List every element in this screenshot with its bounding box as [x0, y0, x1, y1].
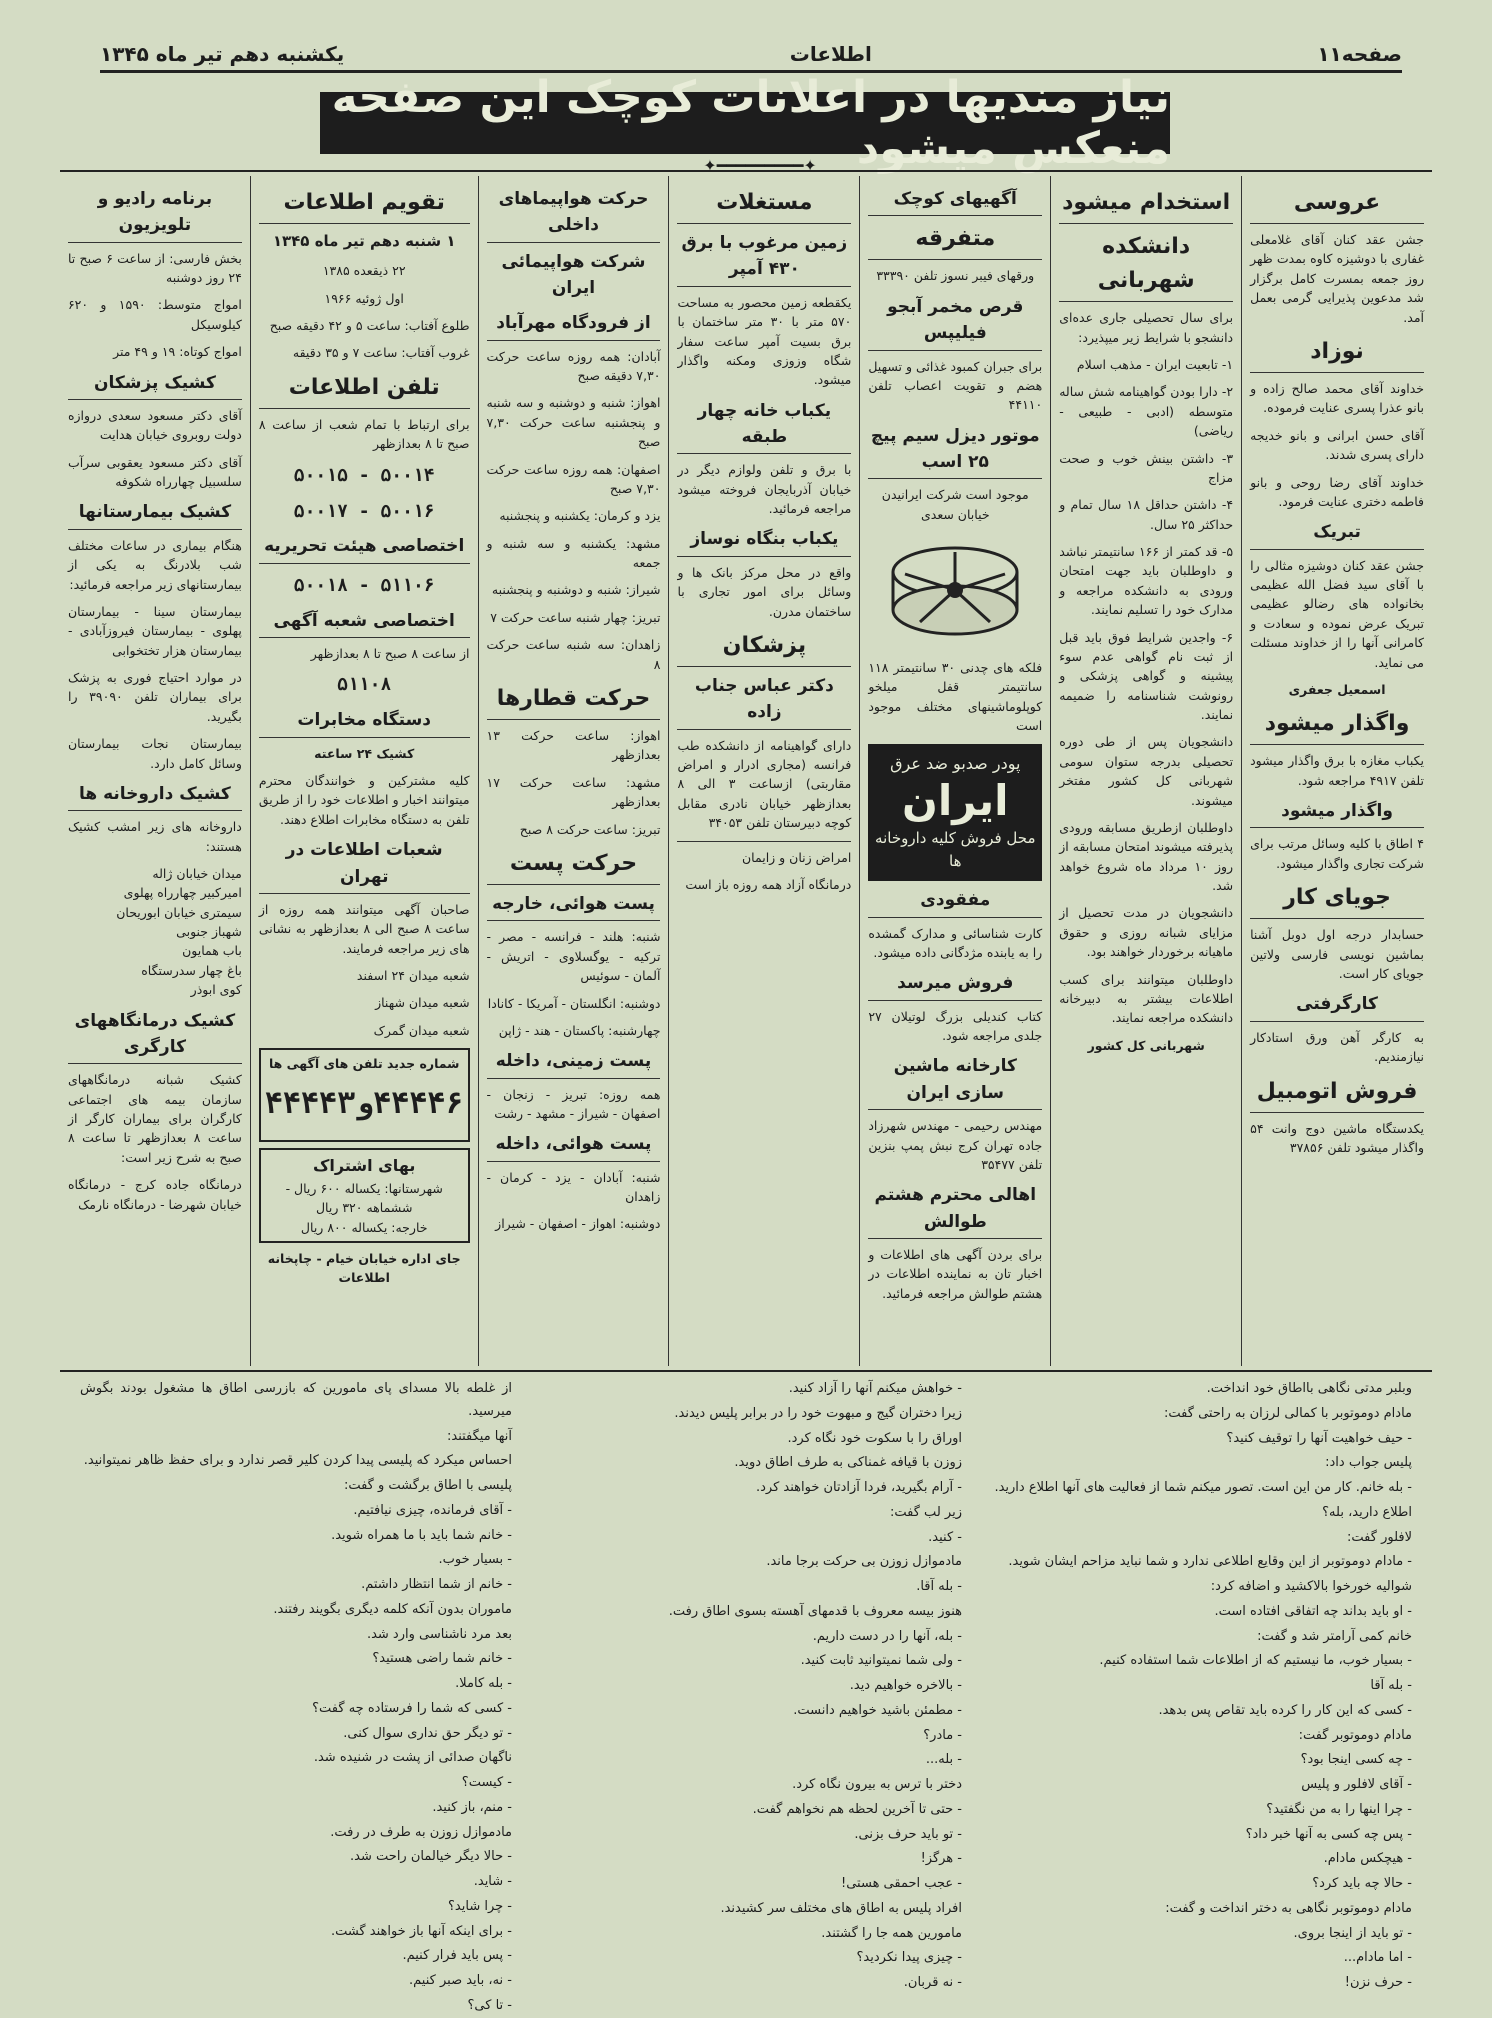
calendar-gregorian: اول ژوئیه ۱۹۶۶ [324, 290, 404, 306]
section-heading: مستغلات [677, 186, 851, 224]
section-heading: آگهیهای کوچک [868, 186, 1042, 216]
section-heading: عروسی [1250, 186, 1424, 224]
notice-text: ورقهای فیبر نسوز تلفن ۳۳۳۹۰ [876, 268, 1035, 284]
serial-line: مادموازل زوزن به طرف در رفت. [330, 1824, 512, 1840]
serial-line: - بسیار خوب، ما نیستیم که از اطلاعات شما استفاده کنیم. [1099, 1653, 1412, 1669]
running-head [100, 38, 1402, 73]
notice-text: جشن عقد کنان آقای غلامعلی غفاری با دوشیزه کاوه بمدت ظهر روز جمعه بمسرت کامل برگزار شد مدعوین پذیرایی گرمی بعمل آمد. [1250, 232, 1424, 325]
schedule-line: دوشنبه: انگلستان - آمریکا - کانادا [487, 995, 661, 1011]
notice-text: برای سال تحصیلی جاری عده‌ای دانشجو با شرایط زیر میپذیرد: [1059, 310, 1234, 345]
notice-text: دانشجویان پس از طی دوره تحصیلی بدرجه ستوان سومی شهربانی کل کشور مفتخر میشوند. [1059, 734, 1234, 808]
notice-text: دانشجویان در مدت تحصیل از مزایای شبانه روزی و حقوق ماهیانه برخوردار خواهند بود. [1059, 905, 1234, 960]
serial-line: لافلور گفت: [1347, 1529, 1412, 1545]
serial-line: - چه کسی اینجا بود؟ [1300, 1752, 1412, 1768]
notice-text: آقای دکتر مسعود سعدی دروازه دولت روبروی خیابان هدایت [67, 407, 242, 443]
serial-line: - تو باید از اینجا بروی. [1293, 1925, 1412, 1941]
notice-text: کتاب کندیلی بزرگ لوتیلان ۲۷ جلدی مراجعه شود. [868, 1008, 1043, 1044]
office-address: جای اداره خیابان خیام - چاپخانه اطلاعات [267, 1250, 461, 1286]
serial-column-middle [530, 1378, 962, 1988]
serial-line: مادام دوموتوبر گفت: [1298, 1727, 1412, 1743]
sunrise-time: طلوع آفتاب: ساعت ۵ و ۴۲ دقیقه صبح [269, 318, 470, 334]
serial-line: - تا کی؟ [467, 1997, 512, 2013]
serial-line: - هیچکس مادام. [1323, 1851, 1412, 1867]
section-subheading: پست هوائی، خارجه [487, 891, 661, 921]
serial-column-left [80, 1378, 512, 2013]
serial-line: - چرا اینها را به من نگفتید؟ [1266, 1801, 1412, 1817]
serial-line: - هرگز! [920, 1851, 962, 1867]
notice-text: خداوند آقای محمد صالح زاده و بانو عذرا پسری عنایت فرموده. [1250, 381, 1424, 416]
pharmacy-item: میدان خیابان ژاله [152, 865, 242, 881]
branch-address: شعبه میدان ۲۴ اسفند [356, 967, 470, 983]
phone-number: ۵۱۱۰۸ [337, 674, 392, 696]
schedule-line: مشهد: یکشنبه و سه شنبه و جمعه [486, 535, 661, 571]
serial-line: - بله خانم. کار من این است. تصور میکنم شما از فعالیت های آنها اطلاع دارید. [994, 1480, 1412, 1495]
section-heading: دکتر عباس جناب زاده [677, 673, 851, 730]
paper-name: اطلاعات [789, 42, 872, 66]
serial-line: - کیست؟ [461, 1775, 512, 1790]
ornament-divider: ✦━━━━━━━━━✦ [703, 156, 817, 175]
serial-line: اطلاع دارید، بله؟ [1322, 1504, 1412, 1520]
serial-line: - حالا چه باید کرد؟ [1312, 1876, 1412, 1891]
section-heading: برنامه رادیو و تلویزیون [68, 186, 242, 243]
section-subheading: پست زمینی، داخله [487, 1048, 661, 1078]
serial-line: پلیسی با اطاق برگشت و گفت: [343, 1478, 512, 1493]
pharmacy-item: امیرکبیر چهارراه پهلوی [123, 885, 242, 901]
serial-line: زیر لب گفت: [890, 1504, 962, 1520]
section-heading: تبریک [1250, 519, 1424, 549]
serial-line: - کسی که شما را فرستاده چه گفت؟ [312, 1700, 512, 1716]
serial-line: - آقای فرمانده، چیزی نیافتیم. [353, 1502, 512, 1518]
notice-text: برای جبران کمبود غذائی و تسهیل هضم و تقویت اعصاب تلفن ۴۴۱۱۰ [868, 358, 1043, 413]
section-heading: کارگرفتی [1250, 991, 1424, 1021]
ad-phone-box [259, 1048, 470, 1142]
section-heading: تقویم اطلاعات [259, 186, 470, 224]
schedule-line: شنبه: هلند - فرانسه - مصر - ترکیه - یوگسلاوی - اتریش - آلمان - سوئیس [486, 929, 661, 984]
serial-line: - بله آقا. [916, 1579, 962, 1594]
serial-column-right [980, 1378, 1412, 1988]
section-heading: متفرقه [868, 222, 1042, 260]
subscription-box [259, 1148, 470, 1243]
serial-line: - کسی که این کار را کرده باید تقاص پس بدهد. [1158, 1702, 1412, 1718]
notice-text: فلکه های چدنی ۳۰ سانتیمتر ۱۱۸ سانتیمتر قفل میلخو کوپلوماشینهای مختلف موجود است [868, 660, 1043, 734]
serial-line: - حرف نزن! [1344, 1975, 1412, 1990]
notice-text: ۱- تابعیت ایران - مذهب اسلام [1076, 357, 1234, 373]
section-heading: حرکت قطارها [487, 682, 661, 720]
serial-line: - حتی تا آخرین لحظه هم نخواهم گفت. [752, 1801, 962, 1817]
notice-text: کارت شناسائی و مدارک گمشده را به یابنده مژدگانی داده میشود. [868, 925, 1043, 960]
pharmacy-item: باغ چهار سدرستگاه [141, 962, 242, 978]
section-heading: تلفن اطلاعات [259, 371, 470, 409]
notice-text: آقای حسن ابرانی و بانو خدیجه دارای پسری شدند. [1250, 427, 1424, 463]
section-heading: موتور دیزل سیم پیچ ۲۵ اسب [868, 423, 1042, 480]
section-heading: پزشکان [677, 629, 851, 667]
serial-line: - او باید بداند چه اتفاقی افتاده است. [1214, 1603, 1412, 1619]
classified-banner: نیاز مندیها در اعلانات کوچک این صفحه منعکس میشود [320, 92, 1170, 154]
serial-line: پلیس جواب داد: [1325, 1455, 1412, 1471]
notice-text: در موارد احتیاج فوری به پزشک برای بیماران تلفن ۳۹۰۹۰ را بگیرید. [67, 670, 242, 724]
notice-text: امواج کوتاه: ۱۹ و ۴۹ متر [113, 344, 242, 360]
notice-text: ۴ اطاق با کلیه وسائل مرتب برای شرکت تجاری واگذار میشود. [1250, 836, 1424, 871]
section-heading: جویای کار [1250, 881, 1424, 919]
section-heading: کشیک داروخانه ها [68, 781, 242, 811]
subscription-price: شهرستانها: یکساله ۶۰۰ ریال - ششماهه ۳۲۰ ریال [285, 1180, 443, 1216]
schedule-line: آبادان: همه روزه ساعت حرکت ۳۰‚۷ دقیقه صبح [486, 348, 661, 384]
serial-line: - نه قربان. [903, 1975, 962, 1990]
section-heading: فروش اتومبیل [1250, 1075, 1424, 1113]
notice-text: ۴- داشتن حداقل ۱۸ سال تمام و حداکثر ۲۵ سال. [1059, 497, 1234, 532]
section-heading: نوزاد [1250, 335, 1424, 373]
section-heading: زمین مرغوب با برق ۴۳۰ آمپر [677, 230, 851, 287]
column-social [1241, 176, 1432, 1366]
pulley-illustration [868, 532, 1042, 652]
notice-text: امواج متوسط: ۱۵۹۰ و ۶۲۰ کیلوسیکل [67, 297, 242, 332]
notice-text: برای بردن آگهی های اطلاعات و اخبار تان به نماینده اطلاعات در هشتم طوالش مراجعه فرمائید. [868, 1246, 1043, 1301]
box-title: بهای اشتراک [313, 1155, 416, 1175]
section-heading: کارخانه ماشین سازی ایران [868, 1053, 1042, 1110]
serial-line: - نه، باید صبر کنیم. [409, 1973, 512, 1988]
ad-phone-number: ۴۴۴۴۶و۴۴۴۴۳ [264, 1086, 464, 1122]
notice-text: داوطلبان میتوانند برای کسب اطلاعات بیشتر به دبیرخانه دانشکده مراجعه نمایند. [1059, 971, 1234, 1026]
schedule-line: تبریز: ساعت حرکت ۸ صبح [519, 821, 661, 837]
serial-line: - شاید. [473, 1874, 512, 1889]
section-heading: دانشکده شهربانی [1059, 230, 1233, 302]
subscription-price: خارجه: یکساله ۸۰۰ ریال [300, 1219, 428, 1235]
serial-line: - خواهش میکنم آنها را آزاد کنید. [788, 1381, 962, 1396]
notice-text: ۳- داشتن بینش خوب و صحت مزاج [1059, 450, 1234, 485]
section-subheading: شرکت هواپیمائی ایران [501, 251, 646, 299]
section-heading: یکباب بنگاه نوساز [677, 526, 851, 556]
section-heading: یکباب خانه چهار طبقه [677, 398, 851, 455]
notice-text: یکدستگاه ماشین دوج وانت ۵۴ واگذار میشود تلفن ۳۷۸۵۶ [1250, 1120, 1424, 1155]
notice-text: بیمارستان نجات بیمارستان وسائل کامل دارد. [67, 736, 242, 771]
issue-date: یکشنبه دهم تیر ماه ۱۳۴۵ [100, 42, 345, 66]
pharmacy-item: سیمتری خیابان ابوریحان [116, 904, 242, 920]
serial-line: دختر با ترس به بیرون نگاه کرد. [792, 1777, 962, 1792]
serial-line: - برای اینکه آنها باز خواهند گشت. [330, 1923, 512, 1939]
serial-line: مامورین همه جا را گشتند. [821, 1925, 962, 1941]
column-calendar-phones [250, 176, 478, 1366]
serial-line: زوزن با قیافه غمناکی به طرف اطاق دوید. [734, 1455, 962, 1471]
notice-text: کشیک ۲۴ ساعته [314, 745, 415, 761]
schedule-line: اصفهان: همه روزه ساعت حرکت ۳۰‚۷ صبح [486, 461, 661, 496]
column-employment [1050, 176, 1241, 1366]
schedule-line: دوشنبه: اهواز - اصفهان - شیراز [495, 1216, 661, 1232]
serial-line: اوراق را با سکوت خود نگاه کرد. [787, 1430, 962, 1446]
phone-number: ۵۰۰۱۶ - ۵۰۰۱۷ [293, 500, 435, 522]
notice-text: به کارگر آهن ورق استادکار نیازمندیم. [1250, 1029, 1424, 1065]
page-number: صفحه۱۱ [1317, 42, 1402, 66]
serial-line: - بالاخره خواهیم دید. [849, 1678, 962, 1693]
notice-text: داوطلبان ازطریق مسابقه ورودی پذیرفته میشوند امتحان مسابقه از روز ۱۰ مرداد ماه شروع خواهد شد. [1059, 819, 1234, 894]
schedule-line: زاهدان: سه شنبه ساعت حرکت ۸ [486, 637, 661, 672]
schedule-line: اهواز: ساعت حرکت ۱۳ بعدازظهر [486, 728, 661, 763]
serial-line: - حیف خواهیت آنها را توقیف کنید؟ [1226, 1430, 1412, 1446]
calendar-date: ۱ شنبه دهم تیر ماه ۱۳۴۵ [272, 232, 456, 251]
schedule-line: یزد و کرمان: یکشنبه و پنجشنبه [499, 508, 661, 524]
notice-text: ۵- قد کمتر از ۱۶۶ سانتیمتر نباشد و داوطلبان باید جهت امتحان ورودی به دانشکده مراجعه و مدارک خود را تسلیم نمایند. [1059, 544, 1234, 618]
serial-line: - چرا شاید؟ [448, 1898, 512, 1914]
schedule-line: چهارشنبه: پاکستان - هند - ژاپن [498, 1022, 661, 1038]
phone-number: ۵۱۱۰۶ - ۵۰۰۱۸ [293, 574, 435, 596]
serial-line: افراد پلیس به اطاق های مختلف سر کشیدند. [720, 1900, 962, 1916]
ad-brand: ایران [902, 776, 1009, 826]
notice-signature: اسمعیل جعفری [1288, 681, 1386, 697]
phone-number: ۵۰۰۱۴ - ۵۰۰۱۵ [293, 464, 435, 486]
notice-text: دارای گواهینامه از دانشکده طب فرانسه (مجاری ادرار و امراض مقاربتی) ازساعت ۳ الی ۸ بعدازظهر خیابان نادری مقابل کوچه دبیرستان تلفن ۳۴۰۵۳ [677, 737, 852, 831]
box-title: شماره جدید تلفن های آگهی ها [268, 1056, 460, 1072]
column-real-estate [668, 176, 859, 1366]
serial-line: - پس چه کسی به آنها خبر داد؟ [1245, 1826, 1412, 1842]
notice-text: موجود است شرکت ایرانیدن خیابان سعدی [881, 487, 1029, 522]
notice-text: جشن عقد کنان دوشیزه مثالی را با آقای سید فضل الله عظیمی بخانواده های رضالو عظیمی تبریک عرض نموده و سعادت و کامرانی آنها را از خداوند مسئلت می نماید. [1250, 557, 1424, 670]
serial-line: - بله آقا [1370, 1678, 1412, 1693]
section-heading: قرص مخمر آبجو فیلیپس [868, 294, 1042, 351]
section-heading: فروش میرسد [868, 970, 1042, 1000]
serial-line: - حالا دیگر خیالمان راحت شد. [350, 1849, 512, 1865]
serial-line: - بله... [925, 1752, 962, 1768]
serial-line: مادام دوموتوبر با کمالی لرزان به راحتی گفت: [1164, 1405, 1412, 1421]
serial-line: - بله کاملا. [455, 1676, 512, 1691]
section-heading: کشیک درمانگاههای کارگری [68, 1008, 242, 1065]
serial-line: - مادر؟ [923, 1727, 962, 1743]
section-heading: کشیک پزشکان [68, 370, 242, 400]
serial-line: - چیزی پیدا نکردید؟ [856, 1950, 962, 1966]
notice-text: بیمارستان سینا - بیمارستان پهلوی - بیمارستان فیروزآبادی - بیمارستان هزار تختخوابی [67, 603, 242, 658]
serial-line: - عجب احمقی هستی! [841, 1876, 962, 1891]
column-transport [478, 176, 669, 1366]
serial-line: - مطمئن باشید خواهیم دانست. [793, 1702, 962, 1718]
section-heading: کشیک بیمارستانها [68, 499, 242, 529]
serial-line: - منم، باز کنید. [432, 1799, 512, 1815]
schedule-line: شیراز: شنبه و دوشنبه و پنجشنبه [491, 582, 661, 598]
notice-text: امراض زنان و زایمان [742, 849, 852, 865]
serial-line: آنها میگفتند: [446, 1428, 512, 1444]
serial-story [80, 1378, 1412, 2013]
divider [677, 841, 851, 842]
notice-text: داروخانه های زیر امشب کشیک هستند: [67, 819, 242, 854]
serial-line: - بله، آنها را در دست داریم. [812, 1628, 962, 1644]
serial-line: ناگهان صدائی از پشت در شنیده شد. [313, 1750, 512, 1766]
serial-line: - خانم از شما انتظار داشتم. [361, 1577, 512, 1592]
serial-line: - تو دیگر حق نداری سوال کنی. [343, 1725, 512, 1741]
notice-text: کلیه مشترکین و خوانندگان محترم میتوانند اخبار و اطلاعات خود را از طریق تلفن به دستگاه مخابرات اطلاع دهند. [258, 773, 470, 827]
section-heading: دستگاه مخابرات [259, 707, 470, 737]
notice-text: واقع در محل مرکز بانک ها و وسائل برای امور تجاری با ساختمان مدرن. [677, 564, 852, 619]
notice-text: ۶- واجدین شرایط فوق باید قبل از ثبت نام گواهی عدم سوء پیشینه و گواهی پزشکی و رونوشت شناسنامه را ضمیمه نمایند. [1059, 629, 1234, 723]
notice-text: بخش فارسی: از ساعت ۶ صبح تا ۲۴ روز دوشنبه [67, 250, 242, 286]
serial-line: از غلطه بالا مسدای پای مامورین که بازرسی اطاق ها مشغول بودند بگوش میرسید. [80, 1381, 512, 1419]
classified-columns [60, 176, 1432, 1366]
serial-line: - تو باید حرف بزنی. [854, 1826, 962, 1842]
pharmacy-item: باب همایون [182, 943, 242, 959]
serial-line: مادموازل زوزن بی حرکت برجا ماند. [766, 1554, 962, 1570]
section-heading: استخدام میشود [1059, 186, 1233, 224]
serial-line: - مادام دوموتوبر از این وقایع اطلاعی ندارد و شما نباید مزاحم ایشان شوید. [1008, 1554, 1412, 1570]
pharmacy-item: شهباز جنوبی [176, 924, 242, 940]
deodorant-ad [868, 744, 1042, 882]
serial-line: - اما مادام... [1343, 1950, 1412, 1966]
top-rule [60, 170, 1432, 172]
schedule-line: تبریز: چهار شنبه ساعت حرکت ۷ [490, 609, 661, 625]
notice-text: از ساعت ۸ صبح تا ۸ بعدازظهر [310, 646, 470, 662]
branch-address: شعبه میدان شهناز [375, 995, 470, 1011]
schedule-line: اهواز: شنبه و دوشنبه و سه شنبه و پنجشنبه ساعت حرکت ۳۰‚۷ صبح [486, 395, 661, 450]
serial-line: - کنید. [928, 1529, 962, 1545]
serial-line: زیرا دختران گیج و مبهوت خود را در برابر پلیس دیدند. [674, 1405, 962, 1421]
serial-line: هنوز بیسه معروف با قدمهای آهسته بسوی اطاق رفت. [668, 1603, 962, 1619]
serial-line: - ولی شما نمیتوانید ثابت کنید. [800, 1653, 962, 1669]
notice-text: هنگام بیماری در ساعات مختلف شب بلادرنگ به یکی از بیمارستانهای زیر مراجعه فرمائید: [67, 537, 242, 592]
section-heading: واگذار میشود [1250, 798, 1424, 828]
ad-footer: محل فروش کلیه داروخانه ها [875, 828, 1036, 870]
serial-line: احساس میکرد که پلیسی پیدا کردن کلیر قصر ندارد و برای حفظ ظاهر نمیتوانید. [83, 1453, 512, 1469]
notice-text: یکباب مغازه با برق واگذار میشود تلفن ۴۹۱۷ مراجعه شود. [1250, 753, 1424, 788]
notice-text: خداوند آقای رضا روحی و بانو فاطمه دختری عنایت فرمود. [1250, 474, 1424, 509]
notice-text: صاحبان آگهی میتوانند همه روزه از ساعت ۸ صبح الی ۸ بعدازظهر به نشانی های زیر مراجعه فرمایند. [258, 901, 470, 956]
section-heading: شعبات اطلاعات در تهران [259, 837, 470, 894]
section-heading: حرکت پست [487, 847, 661, 885]
calendar-hijri: ۲۲ ذیقعده ۱۳۸۵ [322, 263, 406, 279]
column-services [60, 176, 250, 1366]
schedule-line: همه روزه: تبریز - زنجان - اصفهان - شیراز - مشهد - رشت [486, 1086, 661, 1121]
ad-tagline: پودر صدبو ضد عرق [890, 753, 1021, 773]
serial-line: - بسیار خوب. [438, 1552, 512, 1568]
serial-line: ماموران بدون آنکه کلمه دیگری بگویند رفتند. [273, 1601, 512, 1617]
branch-address: شعبه میدان گمرک [373, 1022, 470, 1038]
notice-text: برای ارتباط با تمام شعب از ساعت ۸ صبح تا ۸ بعدازظهر [258, 416, 470, 452]
serial-line: - آقای لافلور و پلیس [1301, 1777, 1412, 1792]
notice-text: حسابدار درجه اول دوبل آشنا بماشین نویسی فارسی ولاتین جویای کار است. [1250, 927, 1424, 982]
notice-signature: شهربانی کل کشور [1087, 1037, 1205, 1053]
section-heading: مفقودی [868, 887, 1042, 917]
notice-text: ۲- دارا بودن گواهینامه شش ساله متوسطه (ادبی - طبیعی - ریاضی) [1059, 384, 1234, 439]
serial-line: - خانم شما باید با ما همراه شوید. [331, 1527, 512, 1543]
section-heading: اختصاصی هیئت تحریریه [259, 533, 470, 563]
pharmacy-item: کوی ابوذر [190, 982, 242, 998]
notice-text: درمانگاه آزاد همه روزه باز است [685, 876, 852, 892]
serial-line: خانم کمی آرامتر شد و گفت: [1257, 1628, 1412, 1644]
serial-line: - پس باید فرار کنیم. [402, 1948, 512, 1964]
section-heading: واگذار میشود [1250, 707, 1424, 745]
column-misc-ads [859, 176, 1050, 1366]
serial-line: بعد مرد ناشناسی وارد شد. [366, 1626, 512, 1642]
sunset-time: غروب آفتاب: ساعت ۷ و ۳۵ دقیقه [292, 345, 470, 361]
serial-line: - آرام بگیرید، فردا آزادتان خواهند کرد. [755, 1480, 962, 1495]
notice-text: یکقطعه زمین محصور به مساحت ۵۷۰ متر با ۳۰ متر ساختمان با برق بسیت آمپر ساعت سفار شگاه وزوزی ومکنه واگذار میشود. [677, 294, 852, 388]
serial-line: مادام دوموتوبر نگاهی به دختر انداخت و گفت: [1165, 1900, 1412, 1916]
section-heading: حرکت هواپیماهای داخلی [487, 186, 661, 243]
serial-line: - خانم شما راضی هستید؟ [372, 1651, 512, 1667]
notice-text: آقای دکتر مسعود یعقوبی سرآب سلسبیل چهارراه شکوفه [67, 454, 242, 490]
schedule-line: مشهد: ساعت حرکت ۱۷ بعدازظهر [486, 774, 661, 810]
section-heading: اهالی محترم هشتم طوالش [868, 1182, 1042, 1239]
schedule-line: شنبه: آبادان - یزد - کرمان - زاهدان [486, 1169, 661, 1205]
notice-text: درمانگاه جاده کرج - درمانگاه خیابان شهرضا - درمانگاه نارمک [67, 1177, 242, 1212]
notice-text: با برق و تلفن ولوازم دیگر در خیابان آذربایجان فروخته میشود مراجعه فرمائید. [677, 462, 852, 517]
serial-line: شوالیه خورخوا بالاکشید و اضافه کرد: [1210, 1579, 1412, 1594]
section-subheading: پست هوائی، داخله [487, 1131, 661, 1161]
section-heading: اختصاصی شعبه آگهی [259, 608, 470, 638]
notice-text: کشیک شبانه درمانگاههای سازمان بیمه های اجتماعی کارگران برای بیماران کارگر از ساعت ۸ بعدازظهر تا ساعت ۸ صبح به شرح زیر است: [67, 1072, 242, 1165]
serial-divider [60, 1370, 1432, 1372]
serial-line: وبلبر مدتی نگاهی بااطاق خود انداخت. [1206, 1381, 1412, 1396]
notice-text: مهندس رحیمی - مهندس شهرزاد جاده تهران کرج نبش پمپ بنزین تلفن ۳۵۴۷۷ [868, 1118, 1043, 1172]
section-subheading: از فرودگاه مهرآباد [487, 310, 661, 340]
